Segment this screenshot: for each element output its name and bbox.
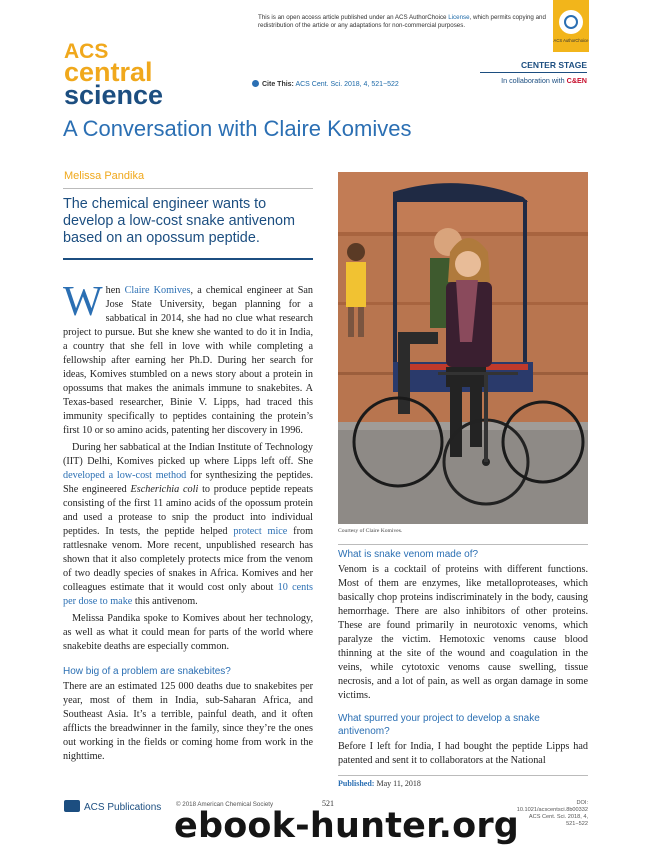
cite-reference[interactable]: ACS Cent. Sci. 2018, 4, 521−522 [295,81,399,88]
acs-publications-logo[interactable]: ACS Publications [64,797,161,815]
paragraph-3: Melissa Pandika spoke to Komives about her technology, as well as what it could mean for parts of the world where snakebite deaths are especially common. [63,613,313,652]
answer-1: There are an estimated 125 000 deaths due to snakebites per year, most of them in India, sub-Saharan Africa, and Southeast Asia. It’s a terrible, painful death, and it often afflicts the breadwinner in the family, since they’re the ones out working in the fields or coming home from work in the nighttime. [63,681,313,762]
question-heading-3: What spurred your project to develop a snake antivenom? [338,713,540,737]
acs-icon [64,800,80,812]
page-number: 521 [322,799,334,808]
article-title: A Conversation with Claire Komives [63,116,412,141]
link-low-cost-method[interactable]: developed a low-cost method [63,470,187,481]
answer-2: Venom is a cocktail of proteins with different functions. Most of them are enzymes, like metalloproteases, which basically chop proteins indiscriminately in the body, causing hemorrhage. There are also inhibitors of other proteins. These are found primarily in neurotoxic venoms, which paralyze the victim. Hemotoxic venoms cause blood thinning at the site of the wound and coagulation in the veins, while cytotoxic venoms cause swelling, tissue necrosis, and a lot of pain, as well as organ damage in some victims. [338,564,588,701]
cite-this[interactable]: Cite This: ACS Cent. Sci. 2018, 4, 521−522 [252,80,399,88]
article-photo [338,172,588,524]
left-column [63,279,314,764]
center-stage-banner [480,60,587,85]
link-protect-mice[interactable]: protect mice [233,526,288,537]
section-label: CENTER STAGE [480,60,587,73]
divider [338,775,588,776]
divider [338,544,588,545]
question-heading-1: How big of a problem are snakebites? [63,666,231,677]
drop-cap: W [63,279,103,325]
doi-citation[interactable]: DOI: 10.1021/acscentsci.8b00332 ACS Cent. Sci. 2018, 4, 521−522 [516,800,588,827]
photo-credit: Courtesy of Claire Komives. [338,528,403,534]
watermark: ebook-hunter.org [174,806,520,846]
paragraph-1: When Claire Komives, a chemical engineer at San Jose State University, began planning for a sabbatical in 2014, she had no clue what research project to pursue. But she knew she wanted to do it in India, a country that she fell in love with while completing a fellowship after earning her Ph.D. During her search for ideas, Komives stumbled on a news story about a protein in opossums that makes the animals immune to snakebites. A Texas-based researcher, Binie V. Lipps, had traced this immunity specifically to peptides containing the protein’s first 10 or so amino acids, patenting her discovery in 1996. [63,279,313,436]
link-claire-komives[interactable]: Claire Komives [124,285,191,296]
license-link[interactable]: License [448,14,470,21]
cite-icon [252,80,259,87]
open-access-notice: This is an open access article published under an ACS AuthorChoice License, which permits copying and redistribution of the article or any adaptations for non-commercial purposes. [258,14,546,29]
author-name[interactable]: Melissa Pandika [64,170,145,182]
journal-logo: ACS central science [64,40,164,110]
authorchoice-badge[interactable]: ACS AuthorChoice [553,0,589,52]
cen-brand: C&EN [566,76,587,85]
question-heading-2: What is snake venom made of? [338,549,479,560]
published-date: Published: May 11, 2018 [338,779,421,788]
open-access-icon [559,10,583,34]
answer-3: Before I left for India, I had bought the peptide Lipps had patented and sent it to collaborators at the National [338,741,588,766]
collaboration-label: In collaboration with C&EN [501,76,587,85]
standfirst: The chemical engineer wants to develop a low-cost snake antivenom based on an opossum peptide. [63,196,295,246]
right-column [338,548,588,768]
copyright: © 2018 American Chemical Society [176,801,274,808]
divider [63,258,313,260]
divider [63,188,313,189]
paragraph-2: During her sabbatical at the Indian Institute of Technology (IIT) Delhi, Komives picked up where Lipps left off. She developed a low-cost method for synthesizing the peptides. She engineered Escherichia coli to produce peptide repeats consisting of the first 11 amino acids of the opossum protein and used a protease to snip the product into individual peptides. In tests, the peptide helped protect mice from rattlesnake venom. More recent, unpublished research has shown that it also completely protects mice from the venom of two deadly species of snakes in Africa. Komives and her colleagues estimate that it would cost only about 10 cents per dose to make this antivenom. [63,442,314,607]
link-cost-per-dose[interactable]: 10 cents per dose to make [63,582,314,607]
